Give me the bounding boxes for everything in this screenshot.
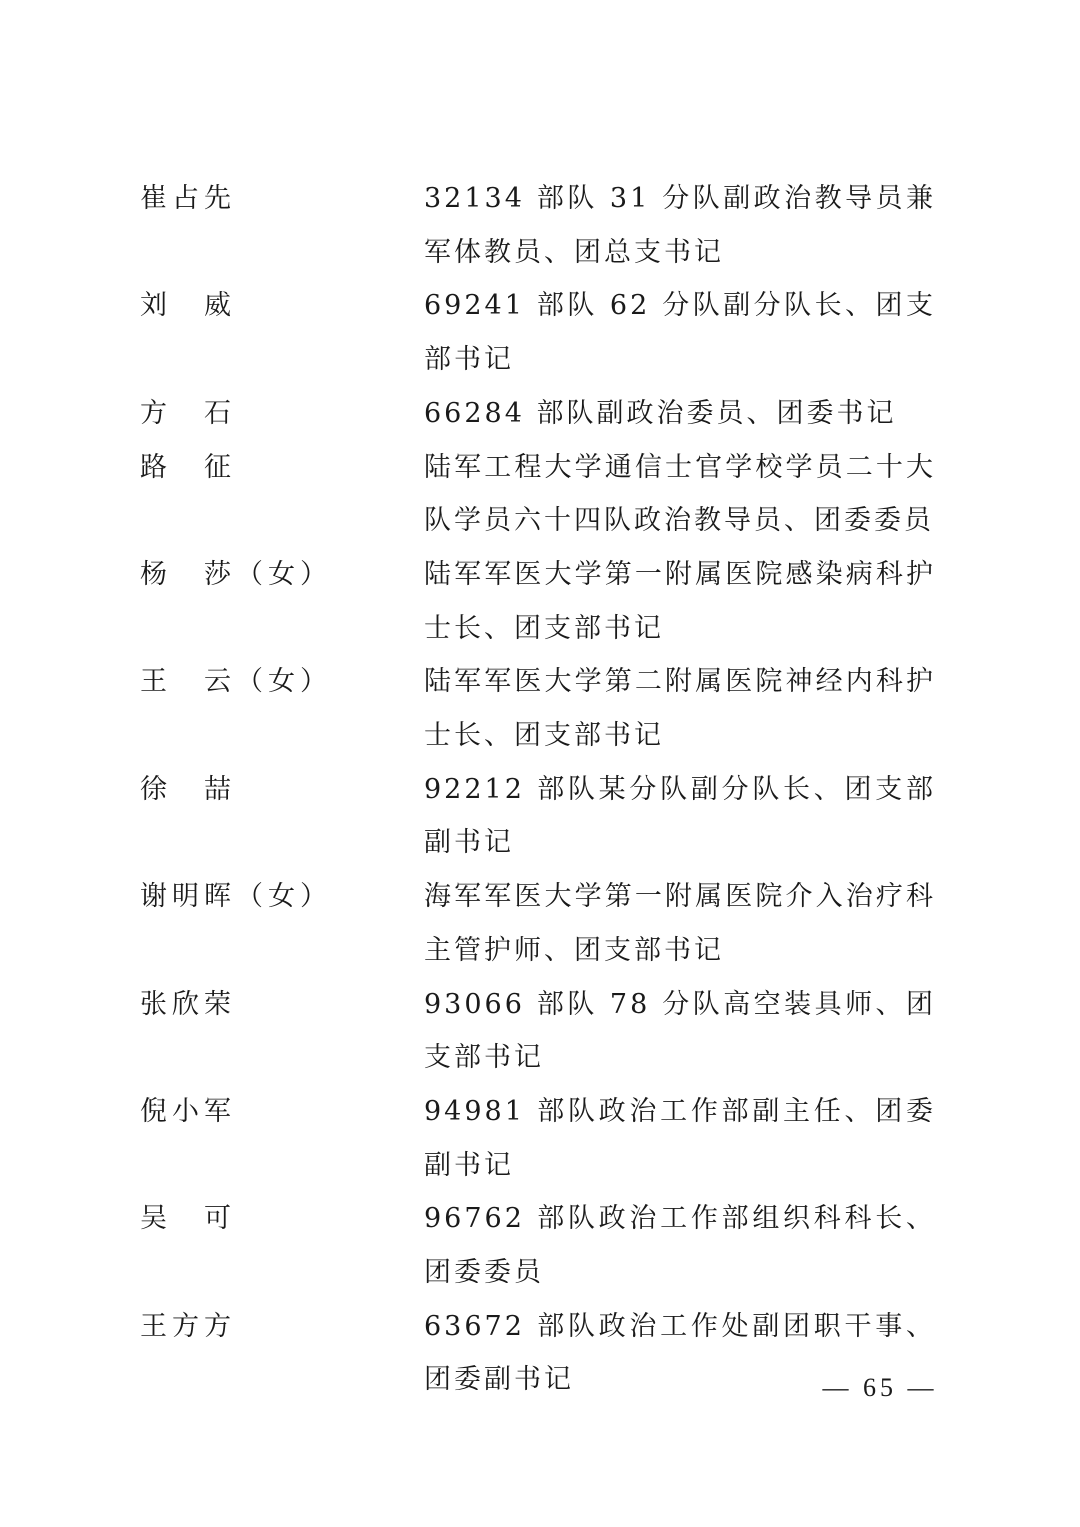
person-name: 王 云（女） [140,666,332,698]
list-item [0,279,1080,386]
person-role: 92212 部队某分队副分队长、团支部副书记 [424,773,936,859]
person-name: 方 石 [140,397,236,429]
list-item [0,763,1080,870]
list-item [0,978,1080,1085]
person-name: 倪小军 [140,1095,236,1127]
person-name: 徐 喆 [140,773,236,805]
list-item [0,548,1080,655]
person-name: 路 征 [140,451,236,483]
list-item [0,1192,1080,1299]
list-item [0,870,1080,977]
page-number: — 65 — [822,1373,938,1402]
person-role: 陆军军医大学第一附属医院感染病科护士长、团支部书记 [424,558,936,644]
person-role: 63672 部队政治工作处副团职干事、团委副书记 [424,1310,936,1396]
person-name: 刘 威 [140,290,236,322]
list-item [0,387,1080,441]
list-item [0,172,1080,279]
person-role: 93066 部队 78 分队高空装具师、团支部书记 [424,988,936,1074]
person-role: 66284 部队副政治委员、团委书记 [424,397,897,429]
person-name: 吴 可 [140,1203,236,1235]
list-item [0,1085,1080,1192]
list-item [0,655,1080,762]
person-name: 王方方 [140,1310,236,1342]
person-role: 32134 部队 31 分队副政治教导员兼军体教员、团总支书记 [424,183,936,268]
person-role: 海军军医大学第一附属医院介入治疗科主管护师、团支部书记 [424,881,936,966]
list-item [0,441,1080,548]
person-role: 69241 部队 62 分队副分队长、团支部书记 [424,290,936,376]
person-name: 杨 莎（女） [140,558,332,590]
person-name: 崔占先 [140,183,236,214]
person-name: 张欣荣 [140,988,236,1020]
person-role: 陆军军医大学第二附属医院神经内科护士长、团支部书记 [424,666,936,752]
honoree-list [0,172,1080,1407]
person-name: 谢明晖（女） [140,881,332,913]
person-role: 陆军工程大学通信士官学校学员二十大队学员六十四队政治教导员、团委委员 [424,451,936,537]
person-role: 96762 部队政治工作部组织科科长、团委委员 [424,1203,936,1289]
person-role: 94981 部队政治工作部副主任、团委副书记 [424,1095,936,1181]
